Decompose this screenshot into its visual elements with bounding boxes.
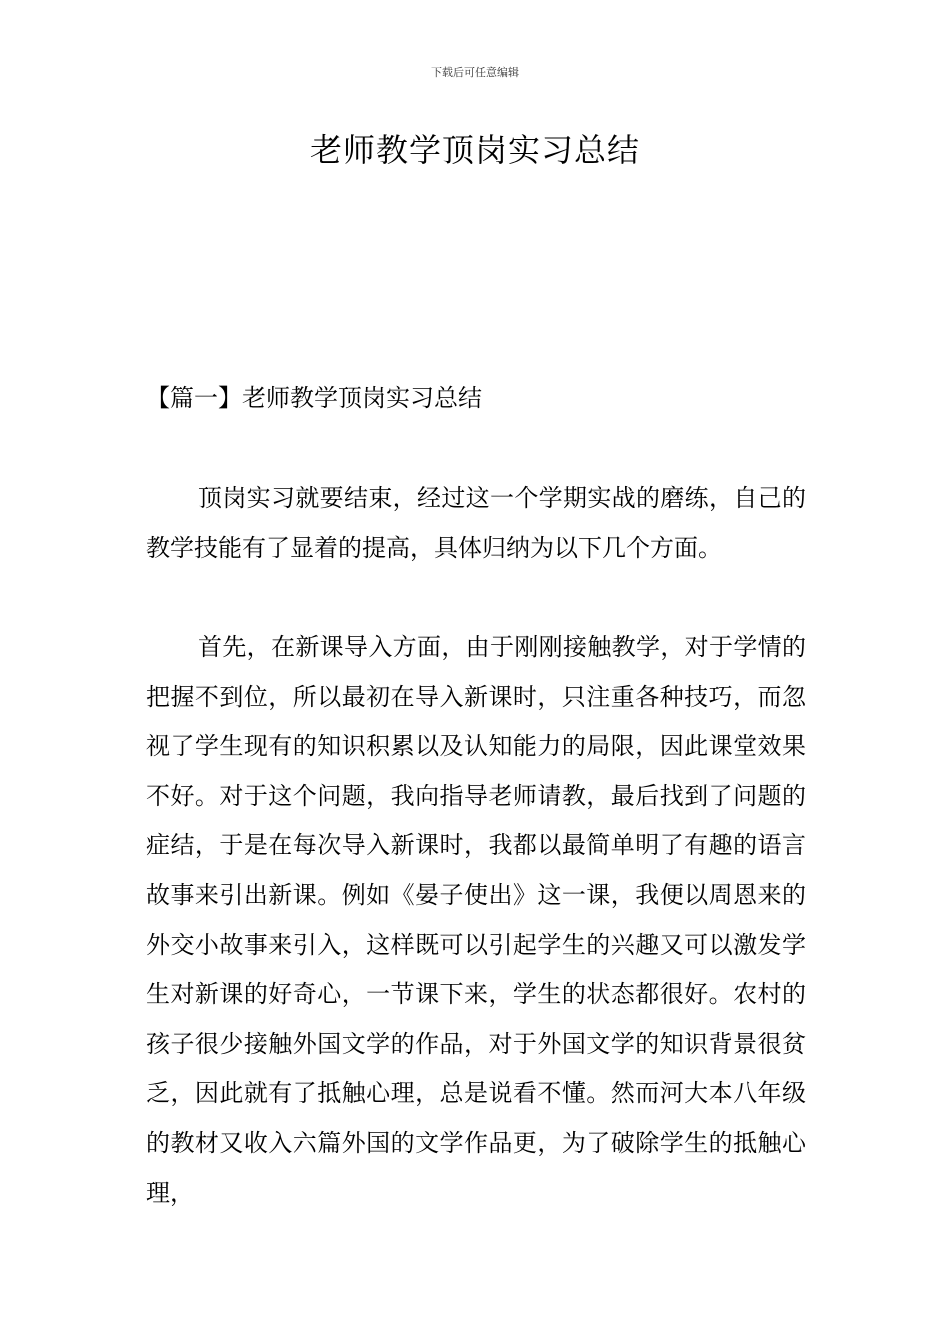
section-heading: 【篇一】老师教学顶岗实习总结 (146, 384, 482, 412)
header-note: 下载后可任意编辑 (431, 66, 519, 79)
body-paragraph-2: 首先，在新课导入方面，由于刚刚接触教学，对于学情的把握不到位，所以最初在导入新课时，只注重各种技巧，而忽视了学生现有的知识积累以及认知能力的局限，因此课堂效果不好。对于这个问题，我向指导老师请教，最后找到了问题的症结，于是在每次导入新课时，我都以最简单明了有趣的语言故事来引出新课。例如《晏子使出》这一课，我便以周恩来的外交小故事来引入，这样既可以引起学生的兴趣又可以激发学生对新课的好奇心，一节课下来，学生的状态都很好。农村的孩子很少接触外国文学的作品，对于外国文学的知识背景很贫乏，因此就有了抵触心理，总是说看不懂。然而河大本八年级的教材又收入六篇外国的文学作品更，为了破除学生的抵触心理， (146, 633, 806, 1207)
body-paragraph-1: 顶岗实习就要结束，经过这一个学期实战的磨练，自己的教学技能有了显着的提高，具体归纳为以下几个方面。 (146, 484, 806, 562)
document-title: 老师教学顶岗实习总结 (309, 131, 640, 169)
